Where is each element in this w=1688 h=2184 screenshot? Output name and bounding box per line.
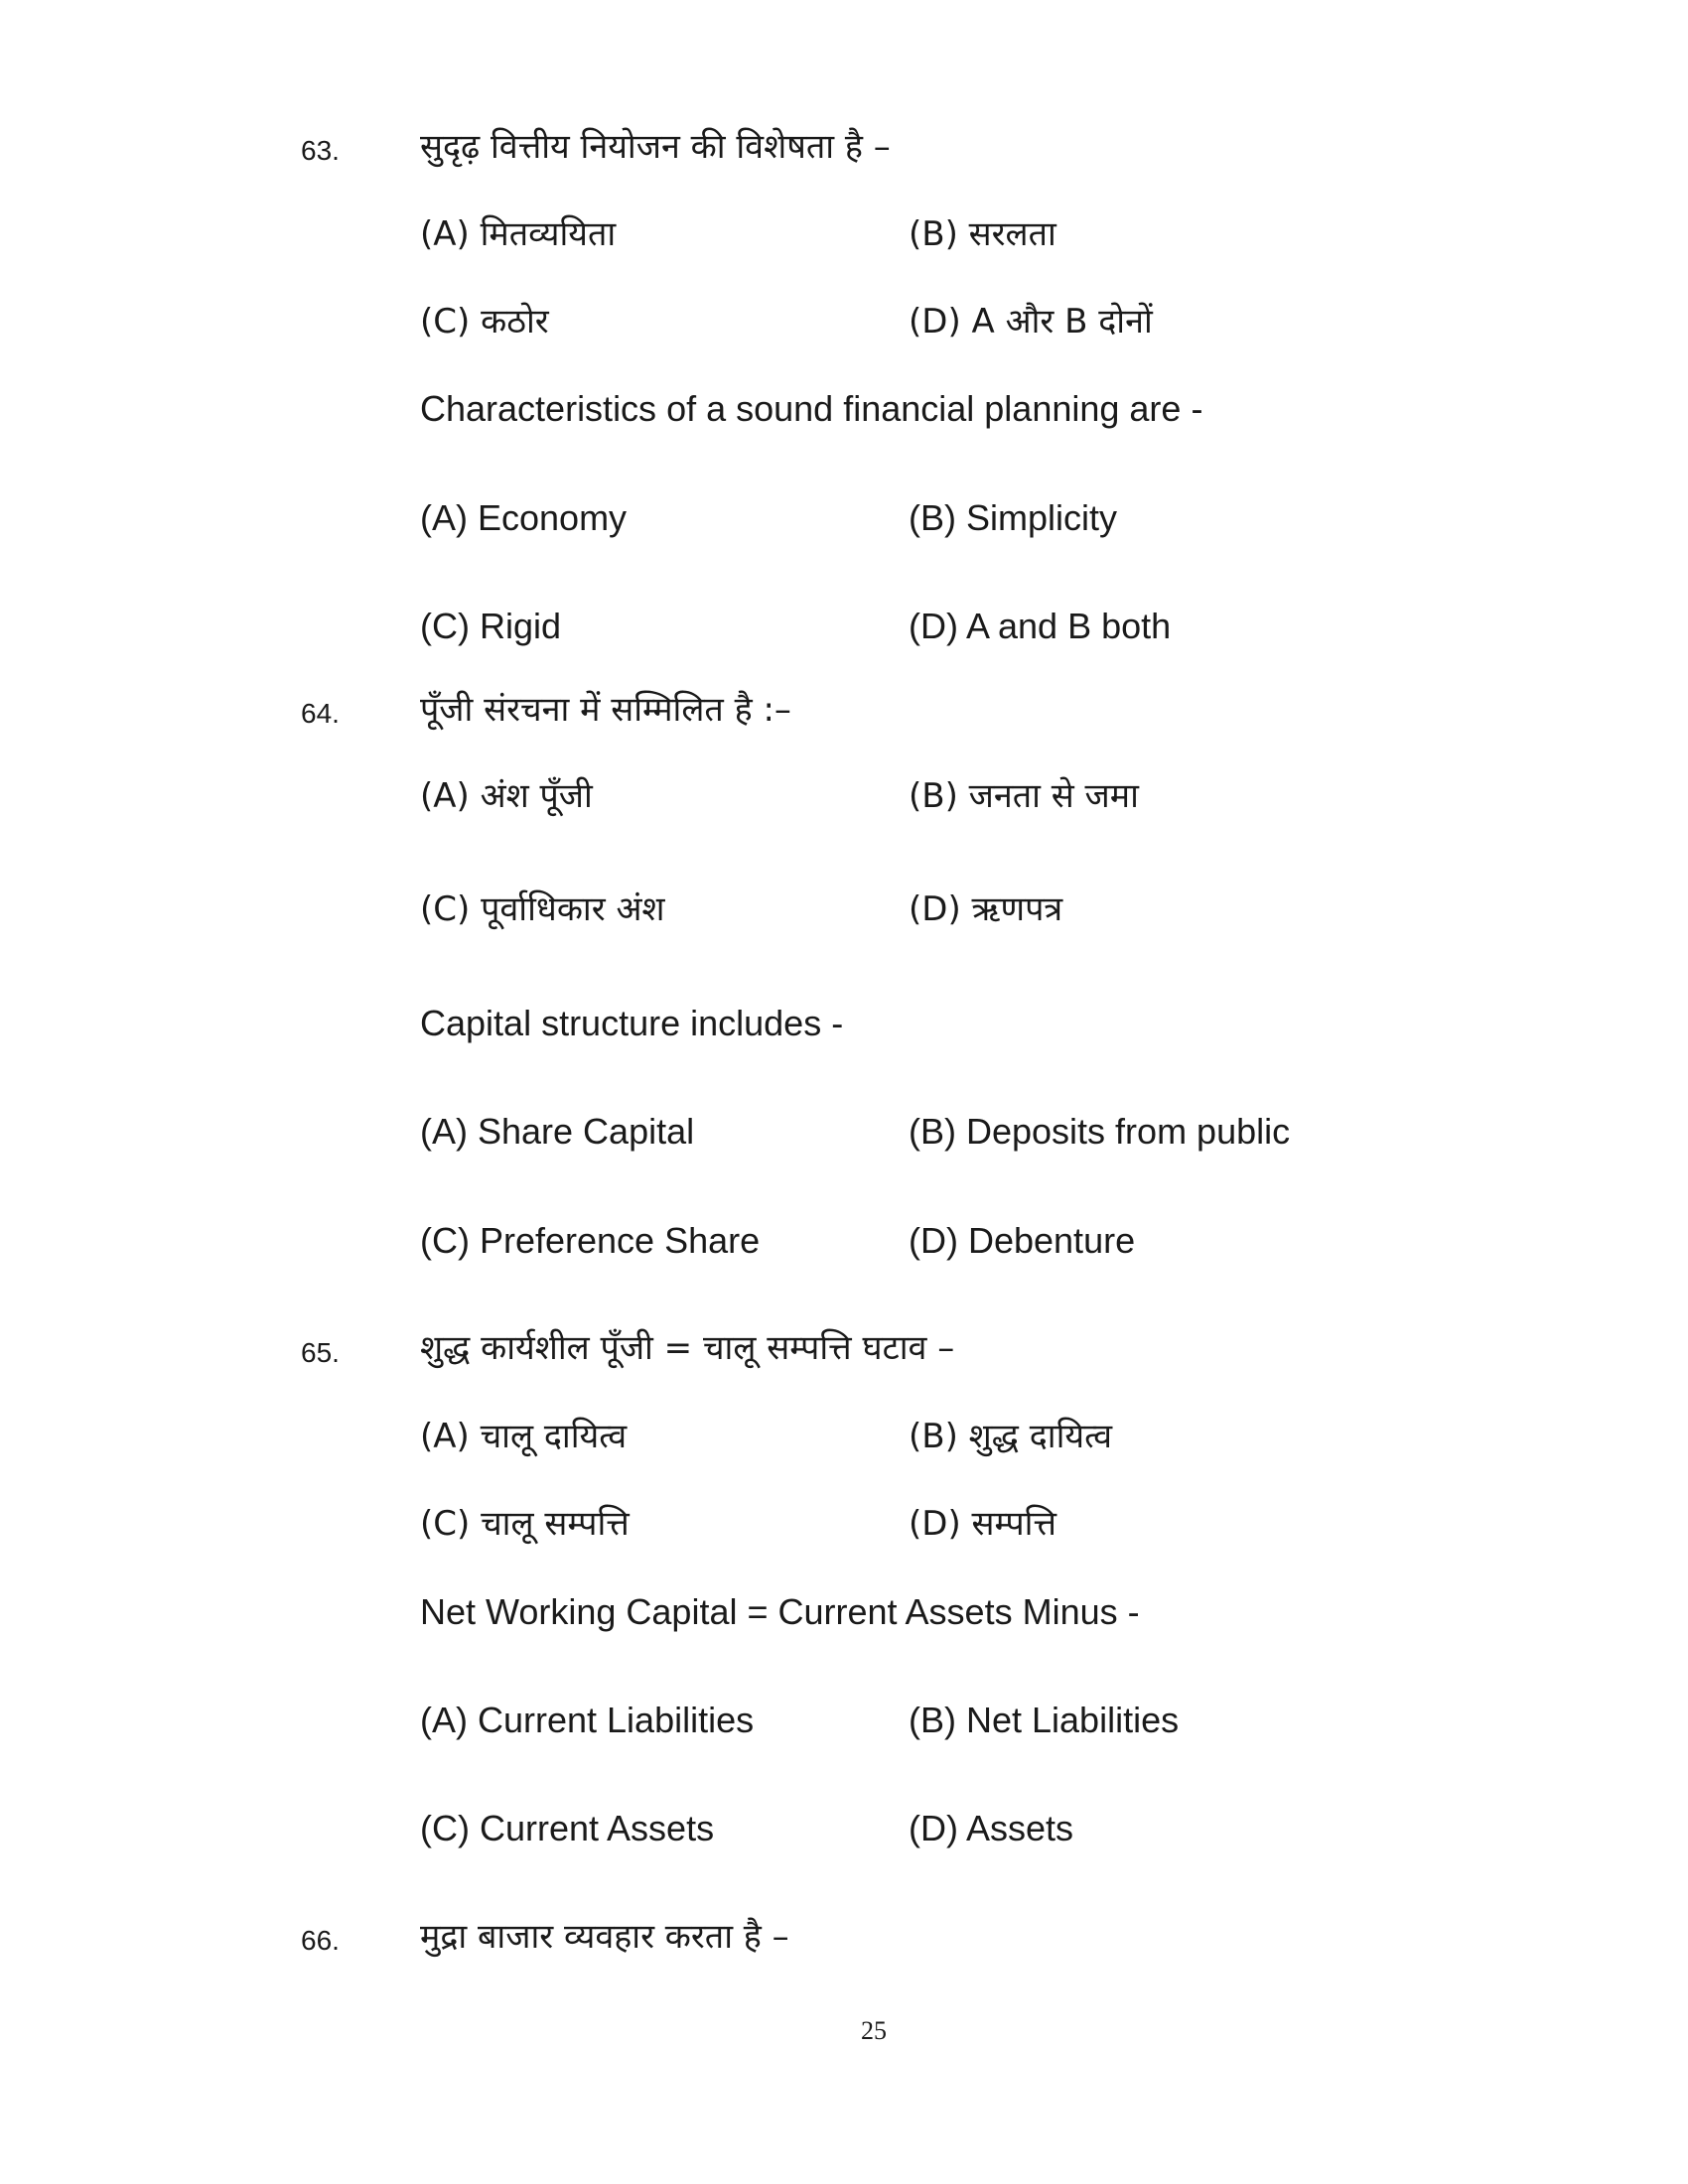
q64-hindi-option-b: (B) जनता से जमा — [909, 776, 1139, 816]
q63-english-option-d: (D) A and B both — [909, 606, 1172, 646]
q65-english-option-b: (B) Net Liabilities — [909, 1700, 1180, 1740]
question-65-english: Net Working Capital = Current Assets Minus - — [420, 1591, 1140, 1632]
q63-hindi-option-c: (C) कठोर — [420, 302, 549, 341]
q64-hindi-option-d: (D) ऋणपत्र — [909, 889, 1063, 929]
question-63-english: Characteristics of a sound financial planning are - — [420, 388, 1203, 429]
question-63-number: 63. — [301, 135, 340, 166]
q65-english-option-d: (D) Assets — [909, 1808, 1074, 1848]
q65-english-option-c: (C) Current Assets — [420, 1808, 715, 1848]
q64-english-option-b: (B) Deposits from public — [909, 1111, 1291, 1152]
question-63-hindi: सुदृढ़ वित्तीय नियोजन की विशेषता है – — [420, 127, 891, 167]
q65-hindi-option-b: (B) शुद्ध दायित्व — [909, 1417, 1113, 1456]
q65-hindi-option-c: (C) चालू सम्पत्ति — [420, 1504, 630, 1544]
q63-hindi-option-d: (D) A और B दोनों — [909, 302, 1153, 341]
question-66-hindi: मुद्रा बाजार व्यवहार करता है – — [420, 1917, 789, 1957]
q64-english-option-d: (D) Debenture — [909, 1220, 1136, 1261]
question-64-english: Capital structure includes - — [420, 1003, 844, 1043]
q65-english-option-a: (A) Current Liabilities — [420, 1700, 755, 1740]
q64-hindi-option-c: (C) पूर्वाधिकार अंश — [420, 889, 665, 929]
question-66-number: 66. — [301, 1925, 340, 1956]
q63-english-option-a: (A) Economy — [420, 497, 628, 538]
q64-hindi-option-a: (A) अंश पूँजी — [420, 776, 593, 816]
question-65-hindi: शुद्ध कार्यशील पूँजी = चालू सम्पत्ति घटाव – — [420, 1328, 955, 1368]
q63-hindi-option-a: (A) मितव्ययिता — [420, 214, 617, 254]
q63-english-option-b: (B) Simplicity — [909, 497, 1118, 538]
q63-english-option-c: (C) Rigid — [420, 606, 562, 646]
q64-english-option-c: (C) Preference Share — [420, 1220, 761, 1261]
question-64-hindi: पूँजी संरचना में सम्मिलित है :– — [420, 690, 791, 730]
q64-english-option-a: (A) Share Capital — [420, 1111, 695, 1152]
q65-hindi-option-a: (A) चालू दायित्व — [420, 1417, 628, 1456]
page-number: 25 — [861, 2016, 887, 2045]
q65-hindi-option-d: (D) सम्पत्ति — [909, 1504, 1056, 1544]
question-65-number: 65. — [301, 1337, 340, 1368]
q63-hindi-option-b: (B) सरलता — [909, 214, 1056, 254]
question-64-number: 64. — [301, 698, 340, 729]
